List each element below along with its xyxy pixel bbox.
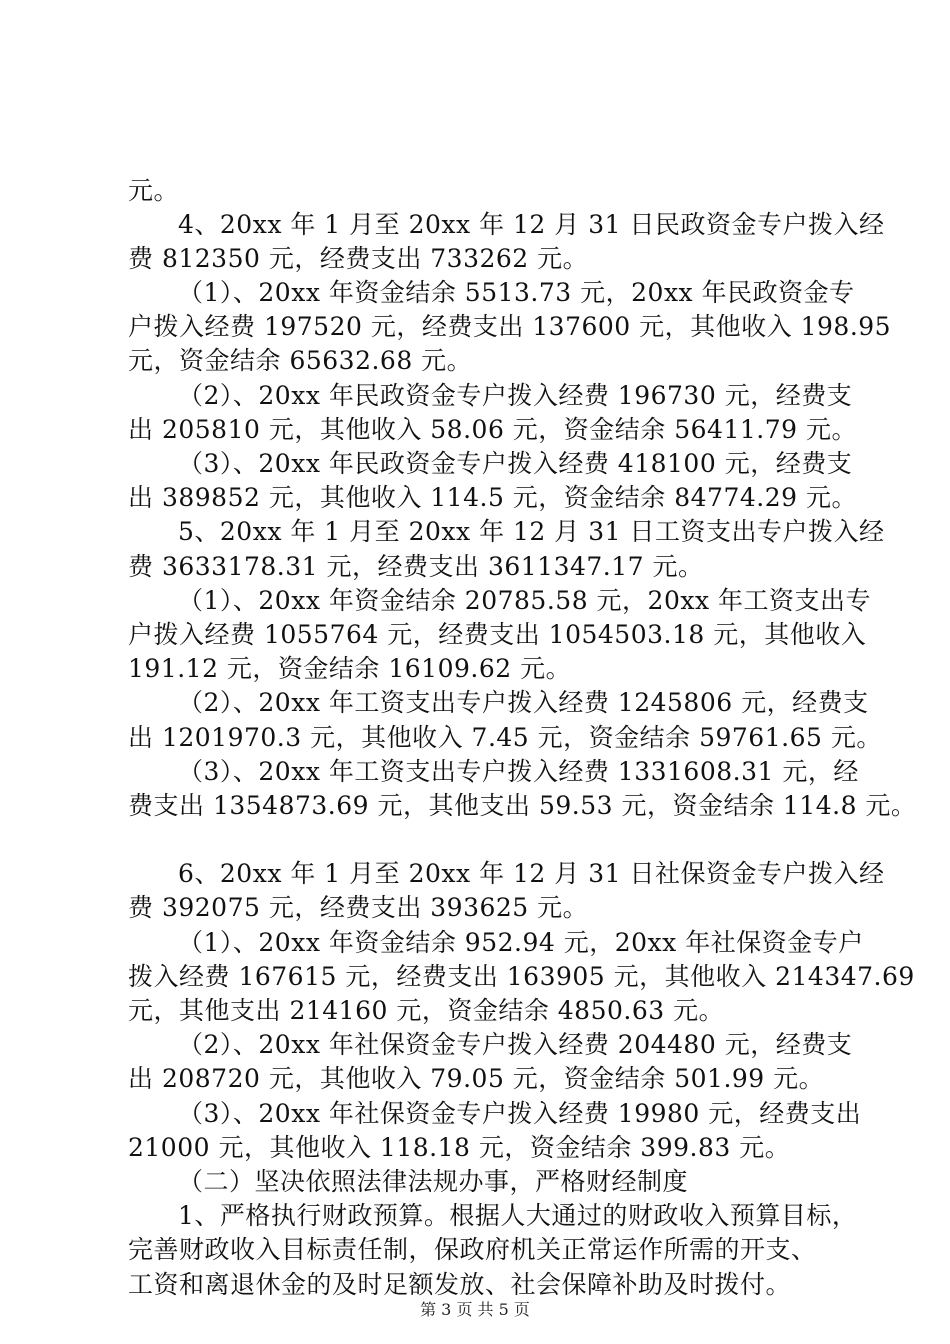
text-line: （3）、20xx 年民政资金专户拨入经费 418100 元，经费支 (178, 449, 853, 478)
text-line: 1、严格执行财政预算。根据人大通过的财政收入预算目标， (178, 1201, 858, 1230)
text-line: （1）、20xx 年资金结余 952.94 元，20xx 年社保资金专户 (178, 928, 864, 957)
text-line: （1）、20xx 年资金结余 5513.73 元，20xx 年民政资金专 (178, 278, 855, 307)
text-line: 出 1201970.3 元，其他收入 7.45 元，资金结余 59761.65 元。 (128, 723, 882, 752)
text-line: （1）、20xx 年资金结余 20785.58 元，20xx 年工资支出专 (178, 586, 872, 615)
text-line: 元。 (128, 176, 180, 205)
text-line: （2）、20xx 年社保资金专户拨入经费 204480 元，经费支 (178, 1030, 853, 1059)
text-line: 出 205810 元，其他收入 58.06 元，资金结余 56411.79 元。 (128, 415, 857, 444)
text-line: 费 3633178.31 元，经费支出 3611347.17 元。 (128, 552, 704, 581)
text-line: 户拨入经费 1055764 元，经费支出 1054503.18 元，其他收入 (128, 620, 867, 649)
text-line: 元，资金结余 65632.68 元。 (128, 346, 473, 375)
text-line: 出 389852 元，其他收入 114.5 元，资金结余 84774.29 元。 (128, 483, 857, 512)
text-line: 拨入经费 167615 元，经费支出 163905 元，其他收入 214347.69 (128, 962, 915, 991)
text-line: 21000 元，其他收入 118.18 元，资金结余 399.83 元。 (128, 1133, 791, 1162)
text-line: 费支出 1354873.69 元，其他支出 59.53 元，资金结余 114.8 元。 (128, 791, 917, 820)
page-number-footer: 第 3 页 共 5 页 (420, 1300, 530, 1319)
text-line: 5、20xx 年 1 月至 20xx 年 12 月 31 日工资支出专户拨入经 (178, 517, 885, 546)
text-line: 户拨入经费 197520 元，经费支出 137600 元，其他收入 198.95 (128, 312, 892, 341)
text-line: 工资和离退休金的及时足额发放、社会保障补助及时拨付。 (128, 1270, 792, 1299)
text-line: （3）、20xx 年工资支出专户拨入经费 1331608.31 元，经 (178, 757, 859, 786)
text-line: （3）、20xx 年社保资金专户拨入经费 19980 元，经费支出 (178, 1099, 862, 1128)
text-line: 费 812350 元，经费支出 733262 元。 (128, 244, 589, 273)
section-heading: （二）坚决依照法律法规办事，严格财经制度 (178, 1167, 689, 1196)
text-line: 191.12 元，资金结余 16109.62 元。 (128, 654, 572, 683)
text-line: 元，其他支出 214160 元，资金结余 4850.63 元。 (128, 996, 725, 1025)
text-line: 出 208720 元，其他收入 79.05 元，资金结余 501.99 元。 (128, 1064, 825, 1093)
text-line: 完善财政收入目标责任制，保政府机关正常运作所需的开支、 (128, 1235, 817, 1264)
text-line: （2）、20xx 年民政资金专户拨入经费 196730 元，经费支 (178, 381, 853, 410)
text-line: 费 392075 元，经费支出 393625 元。 (128, 893, 589, 922)
text-line: 4、20xx 年 1 月至 20xx 年 12 月 31 日民政资金专户拨入经 (178, 210, 885, 239)
text-line: 6、20xx 年 1 月至 20xx 年 12 月 31 日社保资金专户拨入经 (178, 859, 885, 888)
text-line: （2）、20xx 年工资支出专户拨入经费 1245806 元，经费支 (178, 688, 869, 717)
